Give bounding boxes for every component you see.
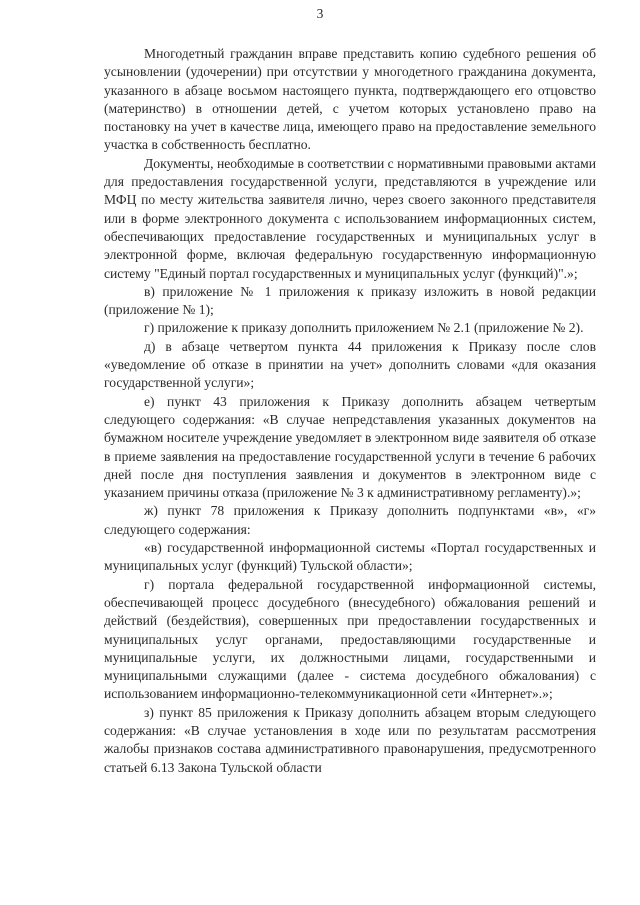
paragraph-amendment-d: д) в абзаце четвертом пункта 44 приложения к Приказу после слов «уведомление об отказе в принятии на учет» дополнить словами «для оказания государственной услуги»; xyxy=(104,338,596,391)
paragraph-large-family-adoption: Многодетный гражданин вправе представить копию судебного решения об усыновлении (удочерении) при отсутствии у многодетного гражданина документа, указанного в абзаце восьмом настоящего пункта, подтверждающего его отцовство (материнство) в отношении детей, с учетом которых установлено право на постановку на учет в качестве лица, имеющего право на предоставление земельного участка в собственность бесплатно. xyxy=(104,46,596,153)
paragraph-subpoint-g: г) портала федеральной государственной информационной системы, обеспечивающей процесс досудебного (внесудебного) обжалования решений и действий (бездействия), совершенных при предоставлении государственных и муниципальных услуг органами, предоставляющими государственные и муниципальные услуги, их должностными лицами, государственными и муниципальными служащими (далее - система досудебного обжалования) с использованием информационно-телекоммуникационной сети «Интернет».»; xyxy=(104,576,596,702)
page-number: 3 xyxy=(316,6,324,21)
document-body xyxy=(104,45,596,777)
paragraph-amendment-g: г) приложение к приказу дополнить приложением № 2.1 (приложение № 2). xyxy=(144,320,584,336)
paragraph-amendment-e: е) пункт 43 приложения к Приказу дополнить абзацем четвертым следующего содержания: «В случае непредставления указанных документов на бумажном носителе учреждение уведомляет в электронном виде заявителя об отказе в приеме заявления на предоставление государственной услуги в течение 6 рабочих дней после дня поступления заявления и документов в электронном виде с указанием причины отказа (приложение № 3 к административному регламенту).»; xyxy=(104,393,596,501)
paragraph-documents-submission: Документы, необходимые в соответствии с нормативными правовыми актами для предоставления государственной услуги, представляются в учреждение или МФЦ по месту жительства заявителя лично, через своего законного представителя или в форме электронного документа с использованием информационных систем, обеспечивающих предоставление государственных и муниципальных услуг в электронной форме, включая федеральную государственную информационную систему "Единый портал государственных и муниципальных услуг (функций)".»; xyxy=(104,155,596,281)
paragraph-subpoint-v: «в) государственной информационной системы «Портал государственных и муниципальных услуг (функций) Тульской области»; xyxy=(104,540,596,574)
paragraph-amendment-z: з) пункт 85 приложения к Приказу дополнить абзацем вторым следующего содержания: «В случае установления в ходе или по результатам рассмотрения жалобы признаков состава административного правонарушения, предусмотренного статьей 6.13 Закона Тульской области xyxy=(104,704,596,775)
paragraph-amendment-v: в) приложение № 1 приложения к приказу изложить в новой редакции (приложение № 1); xyxy=(104,283,596,318)
paragraph-amendment-zh: ж) пункт 78 приложения к Приказу дополнить подпунктами «в», «г» следующего содержания: xyxy=(104,503,596,537)
